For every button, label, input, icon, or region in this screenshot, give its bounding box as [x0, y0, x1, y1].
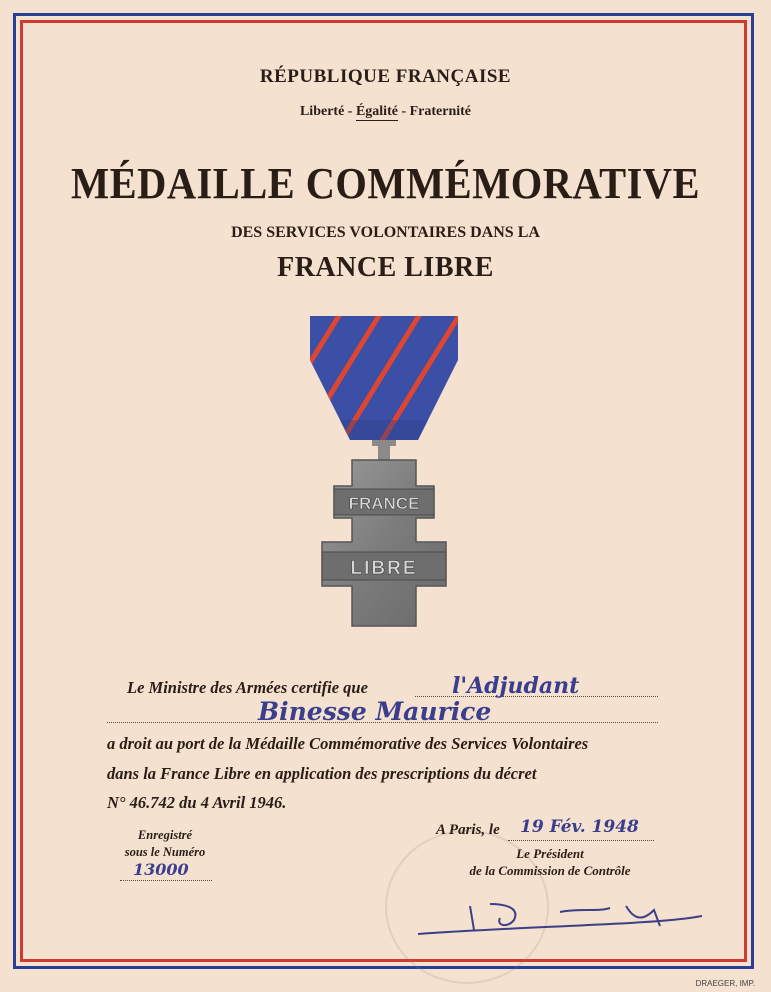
handwritten-date: 19 Fév. 1948	[520, 817, 639, 837]
registered-number-label: sous le Numéro	[124, 845, 206, 859]
body-line-5: N° 46.742 du 4 Avril 1946.	[107, 793, 287, 812]
handwritten-name: Binesse Maurice	[258, 697, 492, 726]
body-line-3: a droit au port de la Médaille Commémorative des Services Volontaires	[107, 734, 589, 753]
president-label: Le Président	[516, 846, 584, 861]
medal-subtitle: DES SERVICES VOLONTAIRES DANS LA	[231, 224, 540, 241]
medal-text-libre: LIBRE	[350, 558, 418, 579]
printer-mark: DRAEGER, IMP.	[695, 979, 755, 988]
certify-line: Le Ministre des Armées certifie que	[127, 678, 368, 697]
motto	[0, 104, 771, 120]
handwritten-registration-number: 13000	[133, 860, 189, 879]
france-libre-heading: FRANCE LIBRE	[277, 252, 494, 283]
medal-title: MÉDAILLE COMMÉMORATIVE	[71, 159, 700, 208]
body-line-4: dans la France Libre en application des prescriptions du décret	[107, 764, 537, 783]
handwritten-rank: l'Adjudant	[452, 673, 580, 699]
registered-label: Enregistré	[137, 828, 193, 842]
motto-liberte: Liberté -	[299, 104, 356, 119]
motto-fraternite: - Fraternité	[397, 104, 472, 119]
republic-heading: RÉPUBLIQUE FRANÇAISE	[259, 66, 512, 87]
signature	[410, 890, 710, 950]
medal-text-france: FRANCE	[348, 494, 420, 513]
registration-dotted-line	[120, 880, 212, 881]
motto-egalite: Égalité	[355, 104, 398, 119]
date-dotted-line	[508, 840, 654, 841]
signature-place: A Paris, le	[436, 822, 500, 838]
commission-label: de la Commission de Contrôle	[469, 863, 631, 878]
cross	[322, 460, 446, 626]
medal-illustration	[300, 314, 468, 634]
